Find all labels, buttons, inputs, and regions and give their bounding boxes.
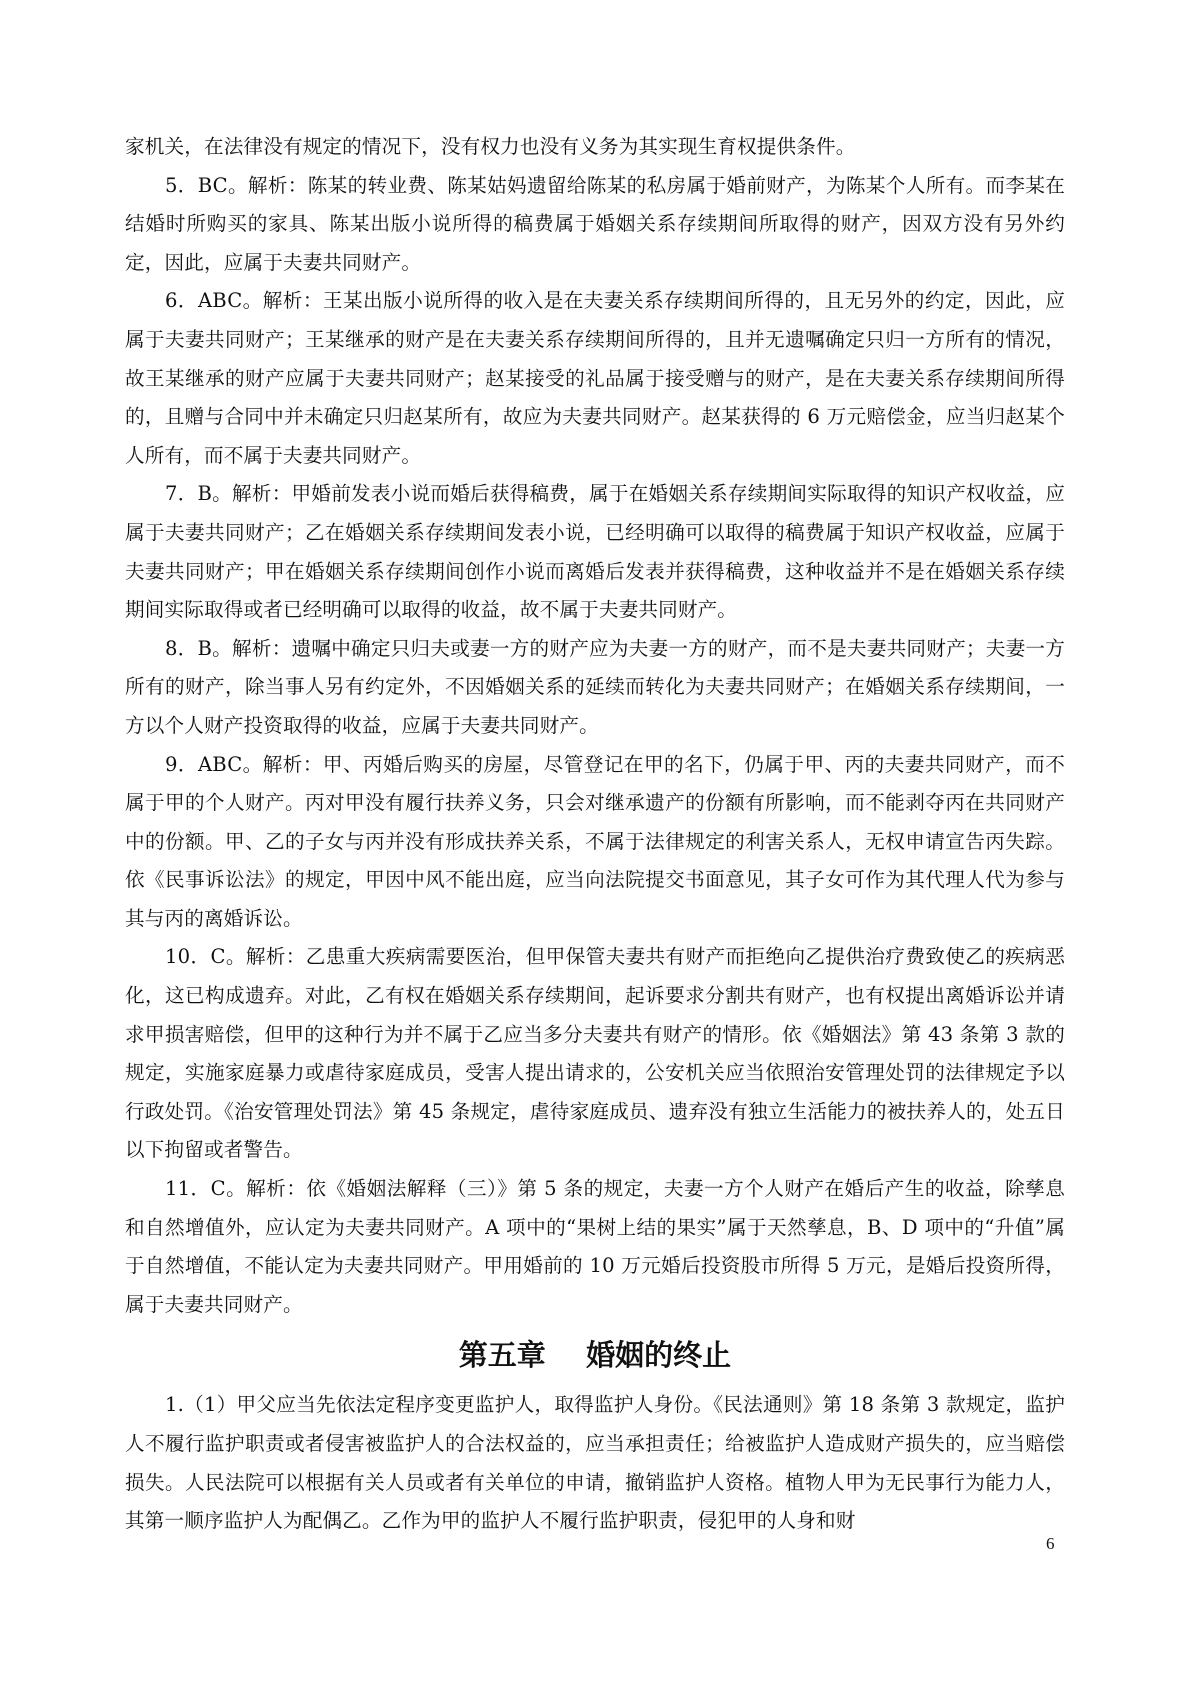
answer-paragraph-11: 11．C。解析：依《婚姻法解释（三）》第 5 条的规定，夫妻一方个人财产在婚后产生的收益，除孳息和自然增值外，应认定为夫妻共同财产。A 项中的“果树上结的果实”属于天然孳息，B、D 项中的“升值”属于自然增值，不能认定为夫妻共同财产。甲用婚前的 10 万元婚后投资股市所得 5 万元，是婚后投资所得，属于夫妻共同财产。 bbox=[125, 1177, 1065, 1316]
answer-paragraph-5: 5．BC。解析：陈某的转业费、陈某姑妈遗留给陈某的私房属于婚前财产，为陈某个人所有。而李某在结婚时所购买的家具、陈某出版小说所得的稿费属于婚姻关系存续期间所取得的财产，因双方没有另外约定，因此，应属于夫妻共同财产。 bbox=[125, 173, 1065, 274]
answer-paragraph-7: 7．B。解析：甲婚前发表小说而婚后获得稿费，属于在婚姻关系存续期间实际取得的知识产权收益，应属于夫妻共同财产；乙在婚姻关系存续期间发表小说，已经明确可以取得的稿费属于知识产权收益，应属于夫妻共同财产；甲在婚姻关系存续期间创作小说而离婚后发表并获得稿费，这种收益并不是在婚姻关系存续期间实际取得或者已经明确可以取得的收益，故不属于夫妻共同财产。 bbox=[125, 482, 1065, 622]
paragraph-continued: 家机关，在法律没有规定的情况下，没有权力也没有义务为其实现生育权提供条件。 bbox=[125, 135, 856, 158]
answer-paragraph-10: 10．C。解析：乙患重大疾病需要医治，但甲保管夫妻共有财产而拒绝向乙提供治疗费致使乙的疾病恶化，这已构成遗弃。对此，乙有权在婚姻关系存续期间，起诉要求分割共有财产，也有权提出离婚诉讼并请求甲损害赔偿，但甲的这种行为并不属于乙应当多分夫妻共有财产的情形。依《婚姻法》第 43 条第 3 款的规定，实施家庭暴力或虐待家庭成员，受害人提出请求的，公安机关应当依照治安管理处罚的法律规定予以行政处罚。《治安管理处罚法》第 45 条规定，虐待家庭成员、遗弃没有独立生活能力的被扶养人的，处五日以下拘留或者警告。 bbox=[125, 945, 1065, 1162]
chapter-title: 第五章 婚姻的终止 bbox=[458, 1338, 732, 1373]
page-number: 6 bbox=[1046, 1534, 1055, 1553]
answer-paragraph-9: 9．ABC。解析：甲、丙婚后购买的房屋，尽管登记在甲的名下，仍属于甲、丙的夫妻共同财产，而不属于甲的个人财产。丙对甲没有履行扶养义务，只会对继承遗产的份额有所影响，而不能剥夺丙在共同财产中的份额。甲、乙的子女与丙并没有形成扶养关系，不属于法律规定的利害关系人，无权申请宣告丙失踪。依《民事诉讼法》的规定，甲因中风不能出庭，应当向法院提交书面意见，其子女可作为其代理人代为参与其与丙的离婚诉讼。 bbox=[125, 752, 1065, 930]
answer-paragraph-8: 8．B。解析：遗嘱中确定只归夫或妻一方的财产应为夫妻一方的财产，而不是夫妻共同财产；夫妻一方所有的财产，除当事人另有约定外，不因婚姻关系的延续而转化为夫妻共同财产；在婚姻关系存续期间，一方以个人财产投资取得的收益，应属于夫妻共同财产。 bbox=[125, 636, 1065, 737]
chapter-answer-paragraph-1: 1.（1）甲父应当先依法定程序变更监护人，取得监护人身份。《民法通则》第 18 条第 3 款规定，监护人不履行监护职责或者侵害被监护人的合法权益的，应当承担责任；给被监护人造成财产损失的，应当赔偿损失。人民法院可以根据有关人员或者有关单位的申请，撤销监护人资格。植物人甲为无民事行为能力人，其第一顺序监护人为配偶乙。乙作为甲的监护人不履行监护职责，侵犯甲的人身和财 bbox=[125, 1393, 1065, 1533]
answer-paragraph-6: 6．ABC。解析：王某出版小说所得的收入是在夫妻关系存续期间所得的，且无另外的约定，因此，应属于夫妻共同财产；王某继承的财产是在夫妻关系存续期间所得的，且并无遗嘱确定只归一方所有的情况，故王某继承的财产应属于夫妻共同财产；赵某接受的礼品属于接受赠与的财产，是在夫妻关系存续期间所得的，且赠与合同中并未确定只归赵某所有，故应为夫妻共同财产。赵某获得的 6 万元赔偿金，应当归赵某个人所有，而不属于夫妻共同财产。 bbox=[125, 289, 1065, 467]
document-body bbox=[125, 128, 1065, 1541]
